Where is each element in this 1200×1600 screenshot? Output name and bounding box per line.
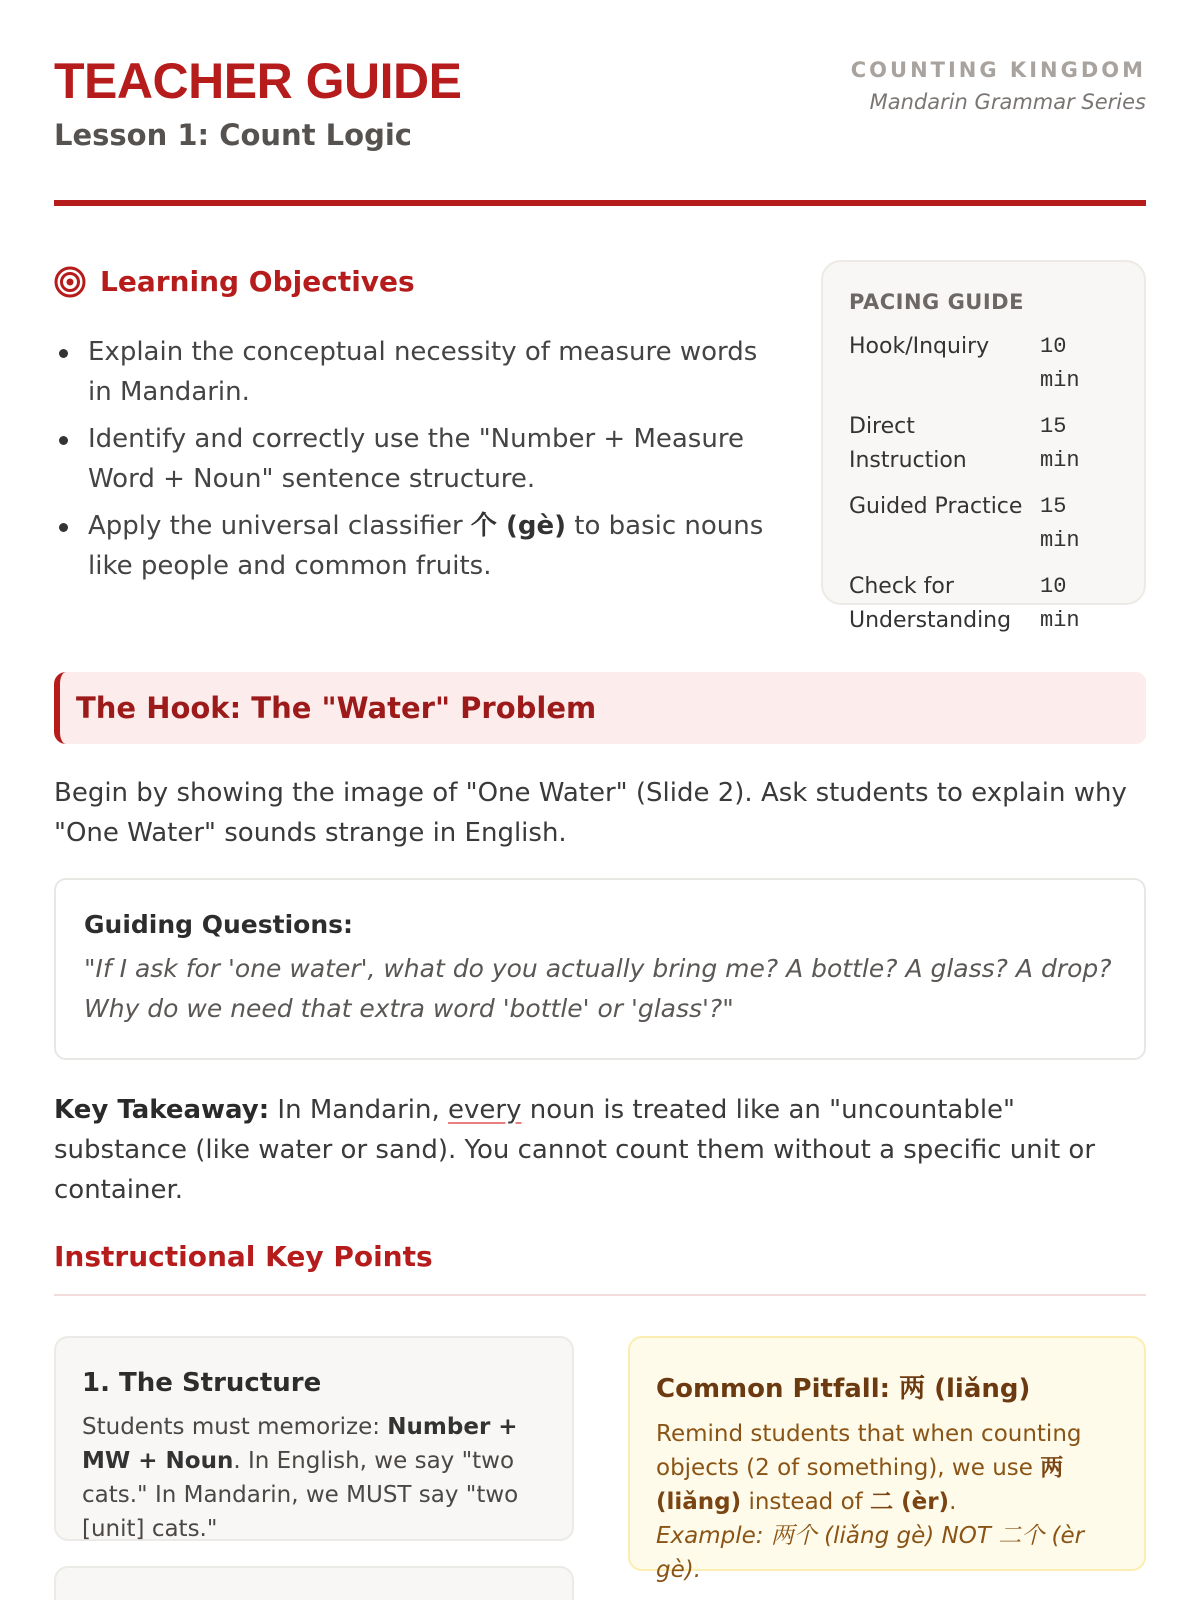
structure-title: 1. The Structure: [82, 1368, 322, 1398]
objectives-list: [54, 332, 774, 586]
pitfall-text: .: [949, 1489, 957, 1515]
pacing-label: Check for Understanding: [849, 574, 1012, 633]
objective-item: [54, 506, 774, 586]
structure-text: . In English, we say "two cats." In Mandarin, we MUST say "two [unit] cats.": [82, 1448, 519, 1542]
pacing-duration: 15 min: [1040, 494, 1080, 553]
objective-item: [54, 419, 774, 499]
lesson-subtitle: Lesson 1: Count Logic: [54, 118, 412, 152]
classifier-term: 个 (gè): [470, 511, 566, 541]
objective-text: Apply the universal classifier: [88, 511, 471, 541]
teacher-guide-page: [54, 0, 1146, 1583]
hook-instructions: Begin by showing the image of "One Water" (Slide 2). Ask students to explain why "One Water" sounds strange in English.: [54, 778, 1127, 848]
pacing-row: [849, 570, 1084, 650]
target-icon: [54, 266, 86, 298]
pacing-guide: [821, 260, 1146, 633]
objectives-heading: [54, 265, 774, 298]
learning-objectives: [54, 265, 774, 593]
takeaway-text: noun is treated like an "uncountable" substance (like water or sand). You cannot count them without a specific unit or container.: [54, 1095, 1096, 1205]
pacing-label: Hook/Inquiry: [849, 334, 990, 359]
takeaway-text: In Mandarin,: [269, 1095, 449, 1125]
pacing-label: Guided Practice: [849, 494, 1023, 519]
objective-text: Explain the conceptual necessity of measure words in Mandarin.: [88, 337, 758, 407]
objective-text: to basic nouns like people and common fruits.: [88, 511, 764, 581]
pacing-table: [849, 330, 1084, 650]
guiding-questions-quote: "If I ask for 'one water', what do you actually bring me? A bottle? A glass? A drop? Why do we need that extra word 'bottle' or 'glass'?": [84, 954, 1112, 1023]
brand-block: [851, 58, 1146, 114]
key-points-heading: Instructional Key Points: [54, 1240, 433, 1273]
structure-formula: Number + MW + Noun: [82, 1414, 518, 1474]
pacing-duration: 15 min: [1040, 414, 1080, 473]
guiding-questions-title: Guiding Questions:: [84, 910, 354, 939]
brand-series: Mandarin Grammar Series: [869, 90, 1146, 114]
pitfall-term-liang: 两 (liǎng): [656, 1455, 1064, 1515]
pacing-label: Direct Instruction: [849, 414, 967, 473]
structure-body: [82, 1410, 546, 1546]
hook-heading: The Hook: The "Water" Problem: [54, 672, 1146, 744]
pitfall-body: [656, 1417, 1118, 1587]
pitfall-title: Common Pitfall: 两 (liǎng): [656, 1374, 1031, 1404]
pitfall-text: Remind students that when counting objects (2 of something), we use: [656, 1421, 1082, 1481]
structure-text: Students must memorize:: [82, 1414, 388, 1440]
page-header: [54, 0, 1146, 210]
pacing-row: [849, 490, 1084, 570]
pacing-row: [849, 410, 1084, 490]
brand-name: COUNTING KINGDOM: [850, 58, 1146, 82]
next-key-point-card: [54, 1566, 574, 1600]
guiding-questions-box: [54, 878, 1146, 1060]
objective-text: Identify and correctly use the "Number + Measure Word + Noun" sentence structure.: [88, 424, 744, 494]
pacing-duration: 10 min: [1040, 334, 1080, 393]
takeaway-label: Key Takeaway:: [54, 1095, 270, 1125]
pitfall-example: Example: 两个 (liǎng gè) NOT 二个 (èr gè).: [656, 1523, 1085, 1583]
header-divider: [54, 200, 1146, 206]
pitfall-card: [628, 1336, 1146, 1583]
objectives-heading-label: Learning Objectives: [100, 265, 415, 298]
pacing-title: PACING GUIDE: [849, 290, 1024, 314]
key-takeaway: [54, 1090, 1146, 1210]
page-title: TEACHER GUIDE: [54, 53, 462, 109]
key-points-divider: [54, 1294, 1146, 1296]
structure-card: [54, 1336, 574, 1541]
pacing-row: [849, 330, 1084, 410]
emphasized-word: every: [448, 1095, 522, 1125]
pitfall-text: instead of: [741, 1489, 871, 1515]
pitfall-term-er: 二 (èr): [870, 1489, 950, 1515]
objective-item: [54, 332, 774, 412]
pacing-duration: 10 min: [1040, 574, 1080, 633]
